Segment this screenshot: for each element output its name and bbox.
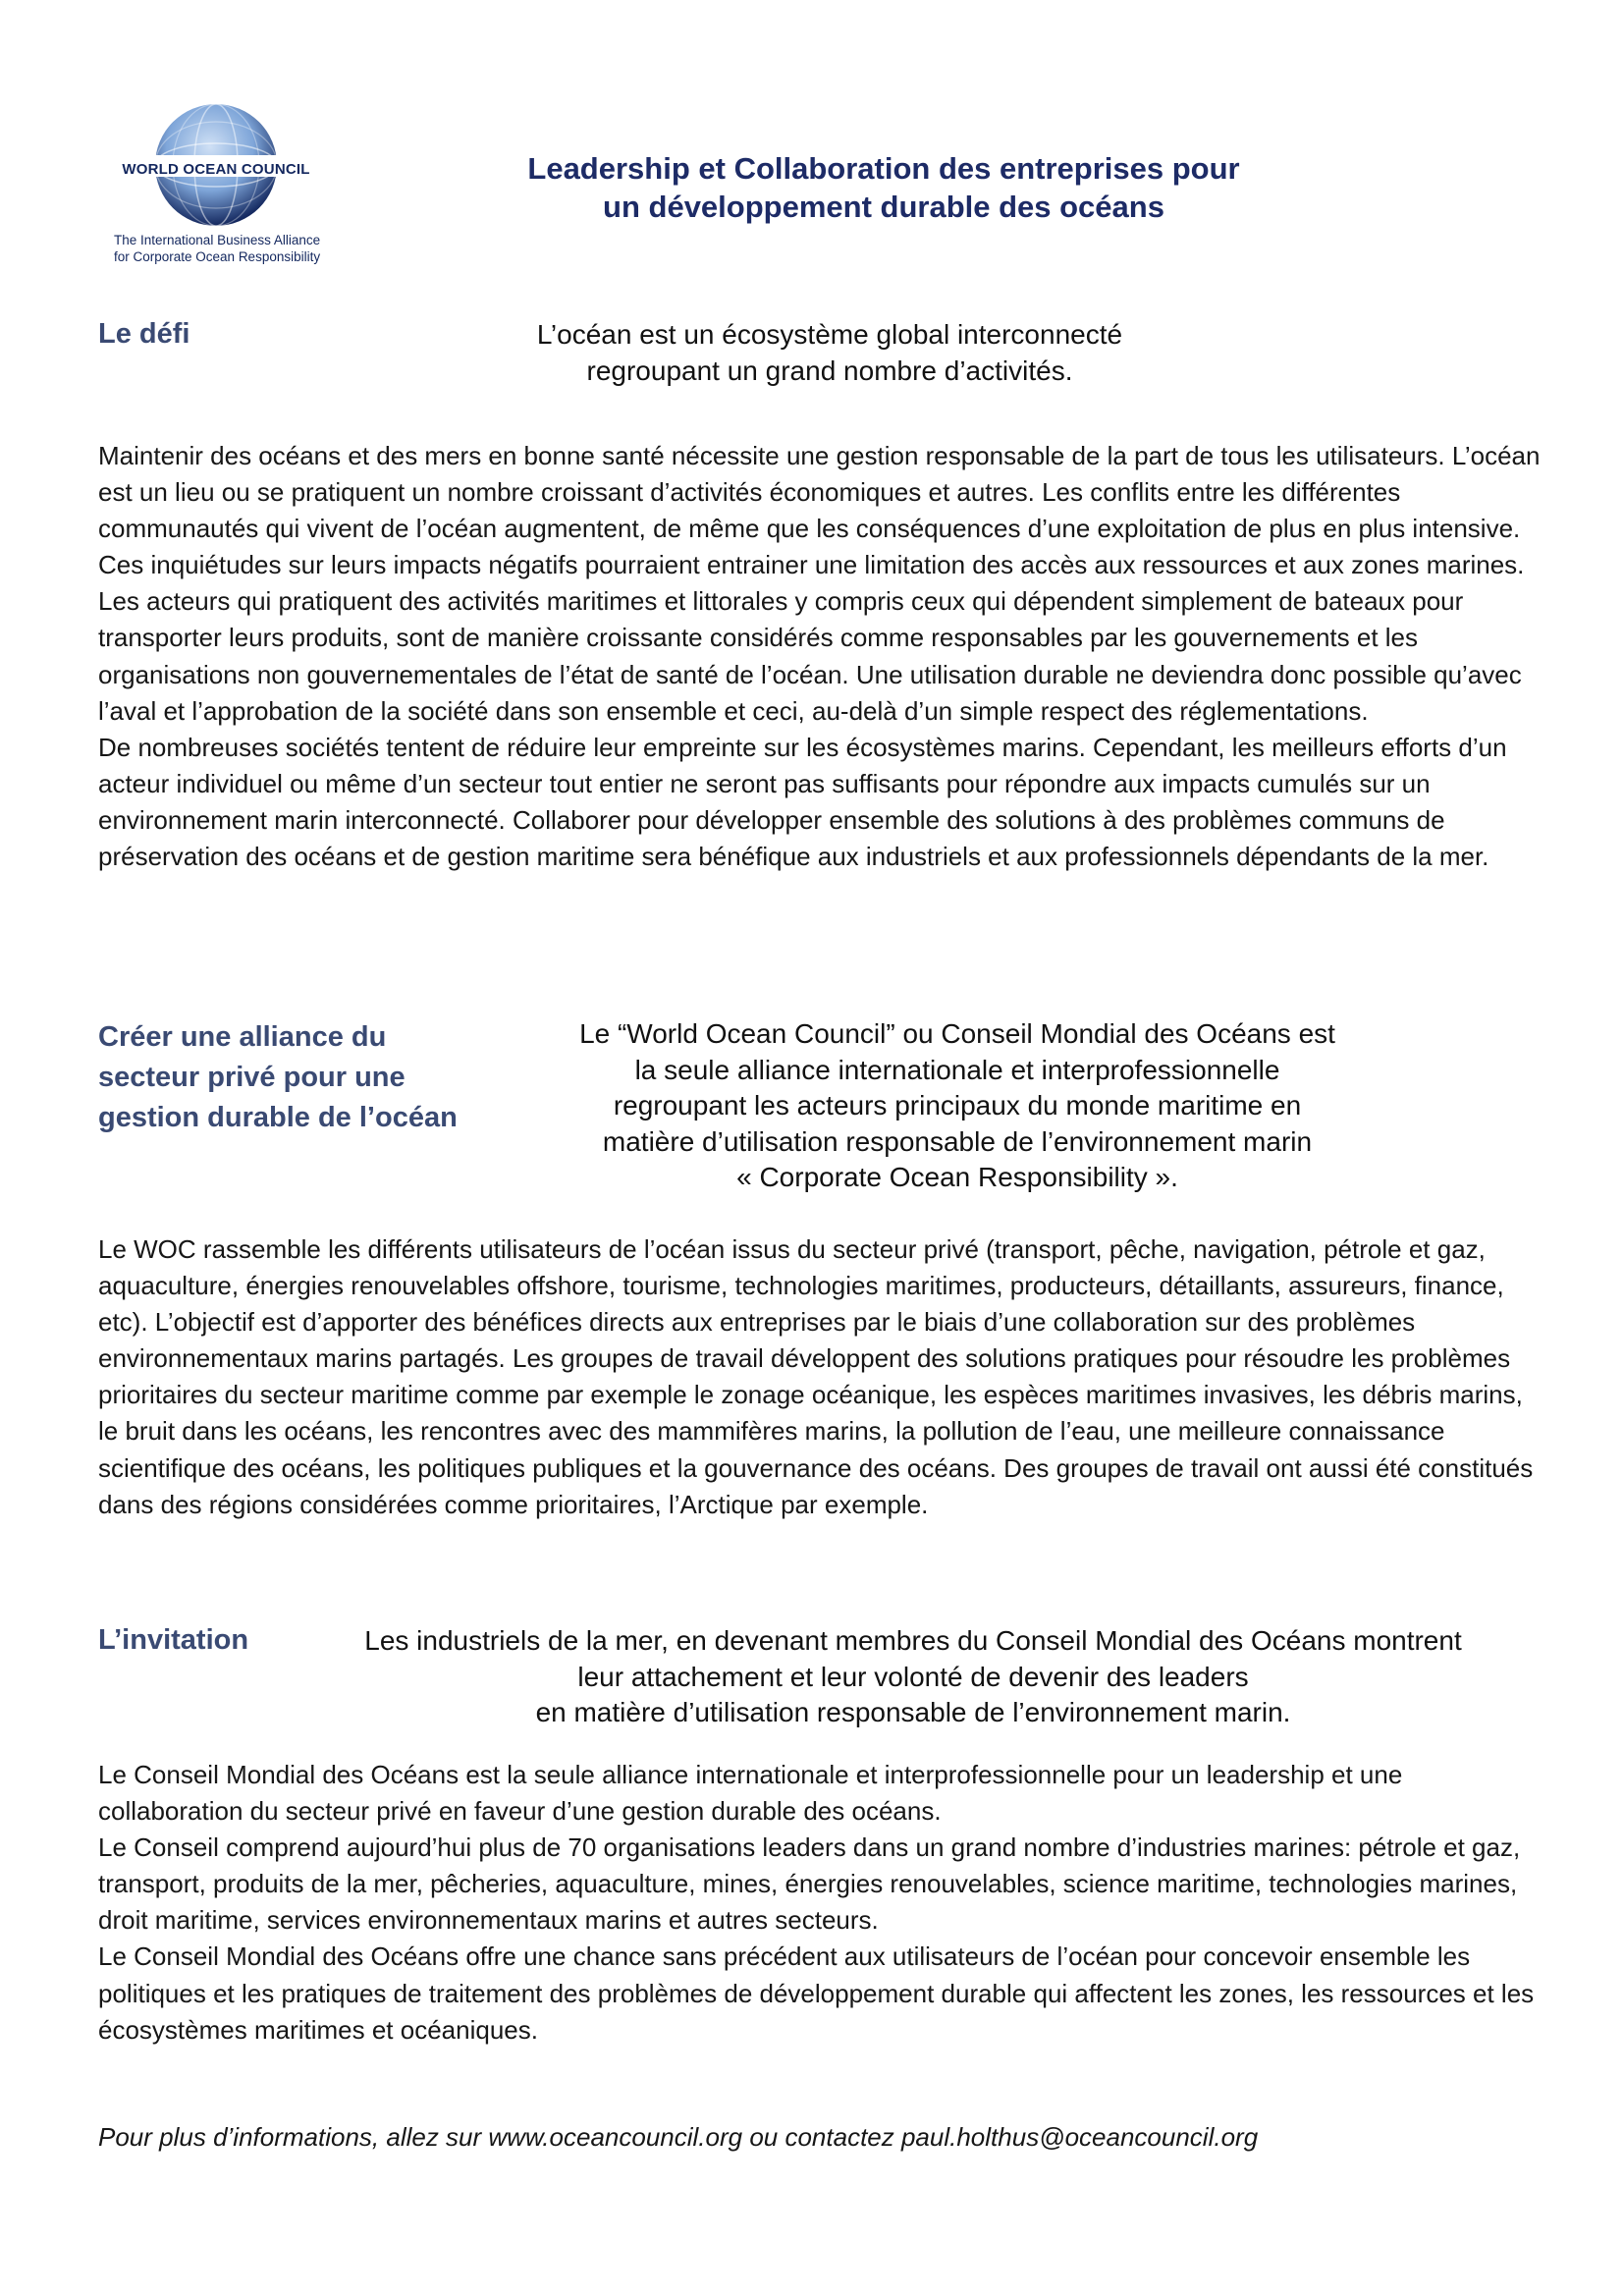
section-lead-l-invitation: [295, 1623, 1532, 1731]
body-paragraph: De nombreuses sociétés tentent de réduire leur empreinte sur les écosystèmes marins. Cependant, les meilleurs efforts d’un acteur individuel ou même d’un secteur tout entier ne seront pas suffisants pour répondre aux impacts cumulés sur un environnement marin interconnecté. Collaborer pour développer ensemble des solutions à des problèmes communs de préservation des océans et de gestion maritime sera bénéfique aux industriels et aux professionnels dépendants de la mer.: [98, 732, 1507, 872]
document-title: [393, 149, 1375, 226]
body-paragraph: Le WOC rassemble les différents utilisateurs de l’océan issus du secteur privé (transport, pêche, navigation, pétrole et gaz, aquaculture, énergies renouvelables offshore, tourisme, technologies maritimes, producteurs, détaillants, assureurs, finance, etc). L’objectif est d’apporter des bénéfices directs aux entreprises par le biais d’une collaboration sur des problèmes environnementaux marins partagés. Les groupes de travail développent des solutions pratiques pour résoudre les problèmes prioritaires du secteur maritime comme par exemple le zonage océanique, les espèces maritimes invasives, les débris marins, le bruit dans les océans, les rencontres avec des mammifères marins, la pollution de l’eau, une meilleure connaissance scientifique des océans, les politiques publiques et la gouvernance des océans. Des groupes de travail ont aussi été constitués dans des régions considérées comme prioritaires, l’Arctique par exemple.: [98, 1234, 1534, 1519]
document-title-line: Leadership et Collaboration des entreprises pour: [527, 151, 1240, 186]
section-body-creer-une-alliance: [98, 1231, 1542, 1523]
lead-line: « Corporate Ocean Responsibility ».: [736, 1162, 1178, 1192]
logo-name: WORLD OCEAN COUNCIL: [122, 161, 310, 178]
lead-line: Les industriels de la mer, en devenant membres du Conseil Mondial des Océans montrent: [364, 1625, 1462, 1656]
section-body-l-invitation: [98, 1757, 1542, 2049]
footer-contact-note: Pour plus d’informations, allez sur www.oceancouncil.org ou contactez paul.holthus@oceancouncil.org: [98, 2122, 1259, 2152]
logo-tagline-line: The International Business Alliance: [114, 233, 321, 247]
section-title-creer-une-alliance: [98, 1017, 458, 1138]
lead-line: en matière d’utilisation responsable de l’environnement marin.: [535, 1697, 1291, 1727]
section-lead-creer-une-alliance: [496, 1016, 1419, 1196]
lead-line: la seule alliance internationale et interprofessionnelle: [634, 1054, 1280, 1085]
lead-line: Le “World Ocean Council” ou Conseil Mondial des Océans est: [579, 1018, 1335, 1049]
section-lead-le-defi: [437, 317, 1222, 389]
lead-line: leur attachement et leur volonté de devenir des leaders: [577, 1661, 1249, 1692]
lead-line: regroupant les acteurs principaux du monde maritime en: [613, 1090, 1302, 1121]
lead-line: matière d’utilisation responsable de l’environnement marin: [602, 1125, 1313, 1157]
section-title-line: secteur privé pour une: [98, 1062, 406, 1093]
document-title-line: un développement durable des océans: [603, 190, 1164, 224]
logo-tagline: [114, 232, 340, 265]
lead-line: regroupant un grand nombre d’activités.: [586, 355, 1073, 386]
section-title-l-invitation: L’invitation: [98, 1624, 249, 1656]
body-paragraph: Maintenir des océans et des mers en bonne santé nécessite une gestion responsable de la part de tous les utilisateurs. L’océan est un lieu ou se pratiquent un nombre croissant d’activités économiques et autres. Les conflits entre les différentes communautés qui vivent de l’océan augmentent, de même que les conséquences d’une exploitation de plus en plus intensive. Ces inquiétudes sur leurs impacts négatifs pourraient entrainer une limitation des accès aux ressources et aux zones marines. Les acteurs qui pratiquent des activités maritimes et littorales y compris ceux qui dépendent simplement de bateaux pour transporter leurs produits, sont de manière croissante considérés comme responsables par les gouvernements et les organisations non gouvernementales de l’état de santé de l’océan. Une utilisation durable ne deviendra donc possible qu’avec l’aval et l’approbation de la société dans son ensemble et ceci, au-delà d’un simple respect des réglementations.: [98, 441, 1541, 726]
logo-tagline-line: for Corporate Ocean Responsibility: [114, 249, 321, 264]
lead-line: L’océan est un écosystème global interconnecté: [536, 319, 1123, 350]
section-title-line: Créer une alliance du: [98, 1021, 387, 1053]
body-paragraph: Le Conseil Mondial des Océans offre une chance sans précédent aux utilisateurs de l’océan pour concevoir ensemble les politiques et les pratiques de traitement des problèmes de développement durable qui affectent les zones, les ressources et les écosystèmes maritimes et océaniques.: [98, 1941, 1535, 2045]
section-body-le-defi: [98, 438, 1542, 875]
body-paragraph: Le Conseil Mondial des Océans est la seule alliance internationale et interprofessionnelle pour un leadership et une collaboration du secteur privé en faveur d’une gestion durable des océans.: [98, 1760, 1403, 1827]
section-title-le-defi: Le défi: [98, 318, 190, 350]
section-title-line: gestion durable de l’océan: [98, 1102, 458, 1133]
body-paragraph: Le Conseil comprend aujourd’hui plus de 70 organisations leaders dans un grand nombre d’industries marines: pétrole et gaz, transport, produits de la mer, pêcheries, aquaculture, mines, énergies renouvelables, science maritime, technologies marines, droit maritime, services environnementaux marins et autres secteurs.: [98, 1832, 1521, 1936]
world-ocean-council-logo: [98, 102, 334, 269]
